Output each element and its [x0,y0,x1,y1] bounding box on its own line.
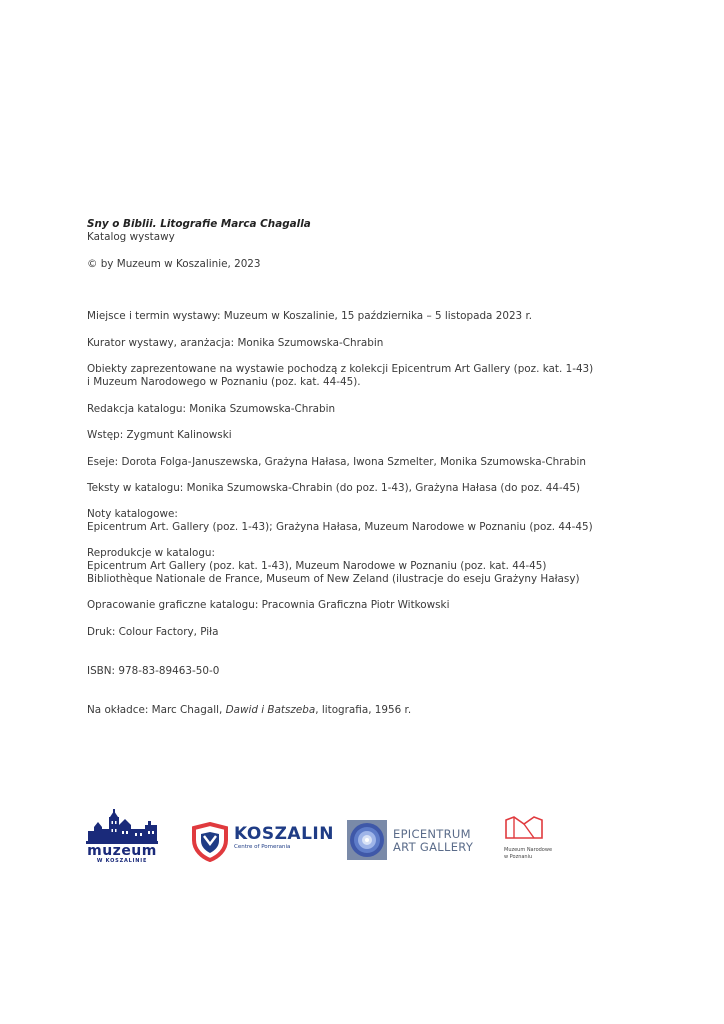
muzeum-wordmark-sub: W KOSZALINIE [96,858,148,864]
koszalin-shield-icon [190,822,230,862]
epicentrum-wordmark-line2: ART GALLERY [393,840,474,854]
reproductions-line-1: Epicentrum Art Gallery (poz. kat. 1-43), Muzeum Narodowe w Poznaniu (poz. kat. 44-45) [87,560,547,572]
koszalin-logo [190,822,334,862]
notes-value: Epicentrum Art. Gallery (poz. 1-43); Grażyna Hałasa, Muzeum Narodowe w Poznaniu (poz. 44-45) [87,521,593,533]
reproductions-label: Reprodukcje w katalogu: [87,547,216,559]
graphic-design: Opracowanie graficzne katalogu: Pracownia Graficzna Piotr Witkowski [87,599,450,611]
sponsor-logos [86,800,566,870]
mnp-logo [504,816,574,872]
mnp-wordmark-line1: Muzeum Narodowe [504,847,553,853]
muzeum-koszalin-emblem [86,805,162,867]
muzeum-koszalin-logo [86,805,162,867]
catalog-title: Sny o Biblii. Litografie Marca Chagalla [87,218,311,230]
objects-line-1: Obiekty zaprezentowane na wystawie pochodzą z kolekcji Epicentrum Art Gallery (poz. kat. 1-43) [87,363,594,375]
koszalin-tagline: Centre of Pomerania [234,844,291,850]
cover-credit [87,704,411,717]
essays: Eseje: Dorota Folga-Januszewska, Grażyna Hałasa, Iwona Szmelter, Monika Szumowska-Chrabin [87,456,586,468]
epicentrum-logo [347,820,482,862]
cover-prefix: Na okładce: Marc Chagall, [87,704,226,716]
cover-suffix: , litografia, 1956 r. [315,704,412,716]
epicentrum-circle-icon [347,820,387,860]
catalog-subtitle: Katalog wystawy [87,231,175,243]
notes-label: Noty katalogowe: [87,508,178,520]
catalog-editor: Redakcja katalogu: Monika Szumowska-Chrabin [87,403,336,415]
epicentrum-wordmark-line1: EPICENTRUM [393,827,471,841]
printing: Druk: Colour Factory, Piła [87,626,219,638]
objects-line-2: i Muzeum Narodowego w Poznaniu (poz. kat. 44-45). [87,376,361,388]
introduction: Wstęp: Zygmunt Kalinowski [87,429,232,441]
mnp-wordmark-line2: w Poznaniu [504,854,533,860]
cover-artwork-title: Dawid i Batszeba [225,704,316,716]
copyright: © by Muzeum w Koszalinie, 2023 [87,258,261,270]
koszalin-wordmark: KOSZALIN [234,824,334,844]
mnp-emblem-icon [504,816,544,844]
reproductions-line-2: Bibliothèque Nationale de France, Museum of New Zeland (ilustracje do eseju Grażyny Hałasy) [87,573,580,585]
exhibition-venue: Miejsce i termin wystawy: Muzeum w Koszalinie, 15 października – 5 listopada 2023 r. [87,310,533,322]
muzeum-wordmark: muzeum [87,843,157,859]
catalog-texts: Teksty w katalogu: Monika Szumowska-Chrabin (do poz. 1-43), Grażyna Hałasa (do poz. 44-45) [87,482,580,494]
isbn: ISBN: 978-83-89463-50-0 [87,665,220,677]
curator: Kurator wystawy, aranżacja: Monika Szumowska-Chrabin [87,337,384,349]
